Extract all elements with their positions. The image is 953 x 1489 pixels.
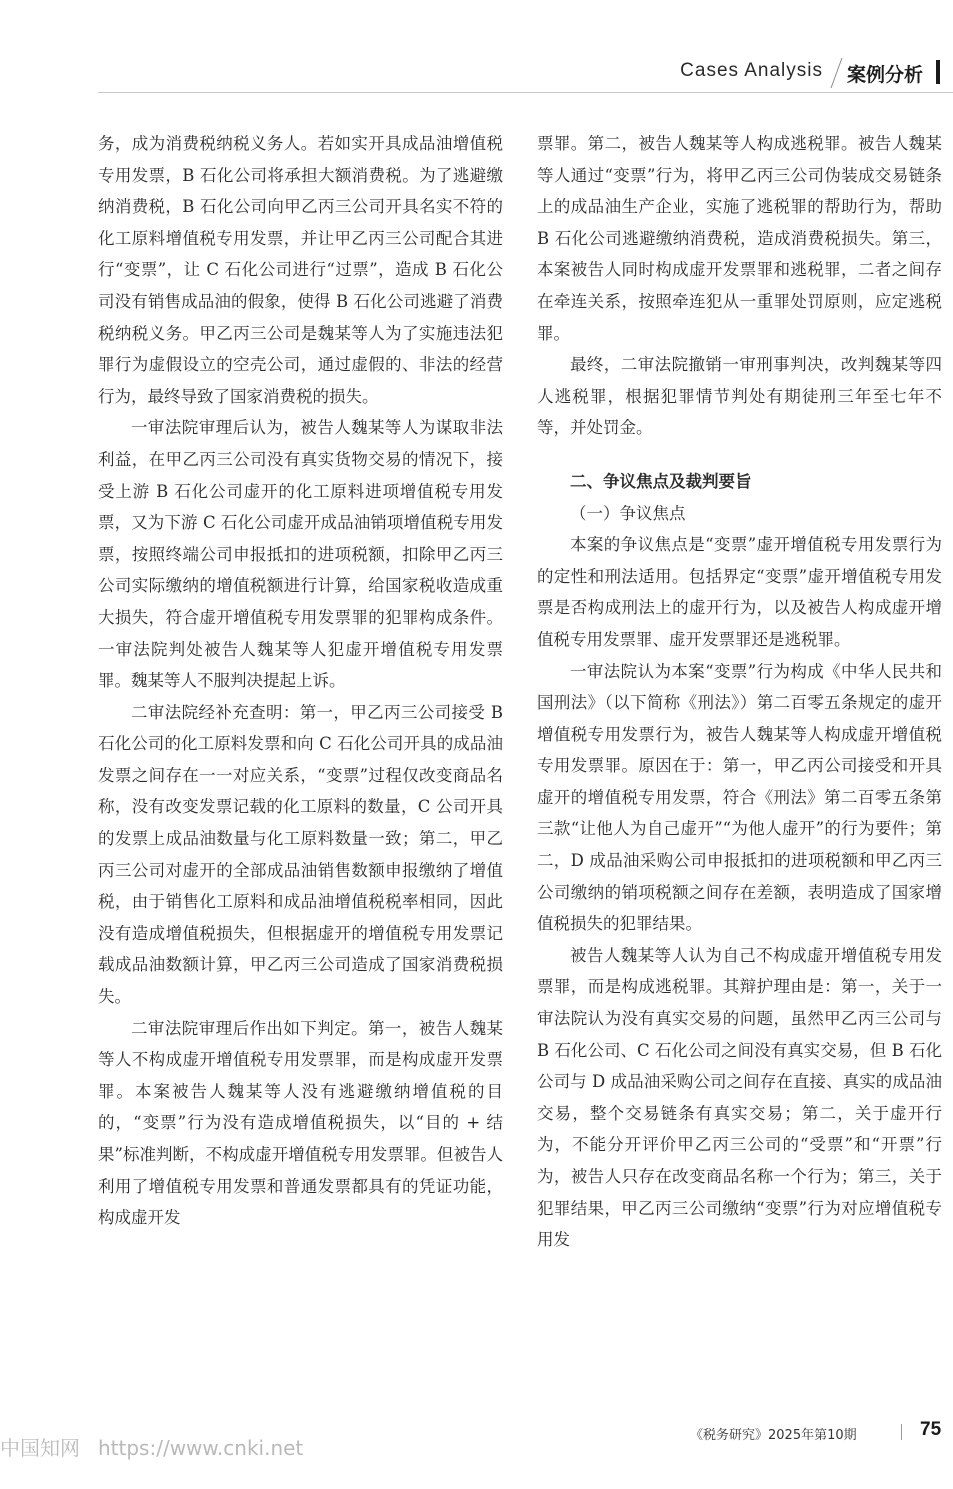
header-bar-mark (936, 60, 940, 84)
left-column (98, 128, 503, 1234)
watermark-name: 中国知网 (0, 1436, 80, 1460)
section-gap (537, 444, 942, 466)
section-name-en: Cases Analysis (680, 60, 823, 81)
section-name-cn: 案例分析 (846, 64, 923, 86)
paragraph: 被告人魏某等人认为自己不构成虚开增值税专用发票罪，而是构成逃税罪。其辩护理由是：第一，关于一审法院认为没有真实交易的问题，虽然甲乙丙三公司与 B 石化公司、C 石化公司之间没有真实交易，但 B 石化公司与 D 成品油采购公司之间存在直接、真实的成品油交易，整个交易链条有真实交易；第二，关于虚开行为，不能分开评价甲乙丙三公司的“受票”和“开票”行为，被告人只存在改变商品名称一个行为；第三，关于犯罪结果，甲乙丙三公司缴纳“变票”行为对应增值税专用发 (537, 945, 942, 1250)
paragraph: 最终，二审法院撤销一审刑事判决，改判魏某等四人逃税罪，根据犯罪情节判处有期徒刑三年至七年不等，并处罚金。 (537, 355, 942, 438)
paragraph: 务，成为消费税纳税义务人。若如实开具成品油增值税专用发票，B 石化公司将承担大额消费税。为了逃避缴纳消费税，B 石化公司向甲乙丙三公司开具名实不符的化工原料增值税专用发票，并让甲乙丙三公司配合其进行“变票”，让 C 石化公司进行“过票”，造成 B 石化公司没有销售成品油的假象，使得 B 石化公司逃避了消费税纳税义务。甲乙丙三公司是魏某等人为了实施违法犯罪行为虚假设立的空壳公司，通过虚假的、非法的经营行为，最终导致了国家消费税的损失。 (98, 134, 503, 406)
section-heading: 二、争议焦点及裁判要旨 (570, 471, 752, 491)
paragraph: 一审法院认为本案“变票”行为构成《中华人民共和国刑法》（以下简称《刑法》）第二百零五条规定的虚开增值税专用发票行为，被告人魏某等人构成虚开增值税专用发票罪。原因在于：第一，甲乙丙公司接受和开具虚开的增值税专用发票，符合《刑法》第二百零五条第三款“让他人为自己虚开”“为他人虚开”的行为要件；第二，D 成品油采购公司申报抵扣的进项税额和甲乙丙三公司缴纳的销项税额之间存在差额，表明造成了国家增值税损失的犯罪结果。 (537, 661, 942, 934)
page-number: 75 (920, 1419, 942, 1440)
right-column (537, 128, 942, 1256)
journal-citation: 《税务研究》2025年第10期 (690, 1428, 857, 1443)
watermark (0, 1432, 303, 1461)
paragraph: 本案的争议焦点是“变票”虚开增值税专用发票行为的定性和刑法适用。包括界定“变票”虚开增值税专用发票是否构成刑法上的虚开行为，以及被告人构成虚开增值税专用发票罪、虚开发票罪还是逃税罪。 (537, 535, 942, 649)
header-divider (831, 58, 843, 88)
paragraph: 二审法院审理后作出如下判定。第一，被告人魏某等人不构成虚开增值税专用发票罪，而是构成虚开发票罪。本案被告人魏某等人没有逃避缴纳增值税的目的，“变票”行为没有造成增值税损失，以“目的 + 结果”标准判断，不构成虚开增值税专用发票罪。但被告人利用了增值税专用发票和普通发票都具有的凭证功能，构成虚开发 (98, 1018, 503, 1228)
running-header (98, 58, 953, 93)
paragraph: 二审法院经补充查明：第一，甲乙丙三公司接受 B 石化公司的化工原料发票和向 C 石化公司开具的成品油发票之间存在一一对应关系，“变票”过程仅改变商品名称，没有改变发票记载的化工原料的数量，C 公司开具的发票上成品油数量与化工原料数量一致；第二，甲乙丙三公司对虚开的全部成品油销售数额申报缴纳了增值税，由于销售化工原料和成品油增值税税率相同，因此没有造成增值税损失，但根据虚开的增值税专用发票记载成品油数额计算，甲乙丙三公司造成了国家消费税损失。 (98, 702, 503, 1007)
paragraph: 一审法院审理后认为，被告人魏某等人为谋取非法利益，在甲乙丙三公司没有真实货物交易的情况下，接受上游 B 石化公司虚开的化工原料进项增值税专用发票，又为下游 C 石化公司虚开成品油销项增值税专用发票，按照终端公司申报抵扣的进项税额，扣除甲乙丙三公司实际缴纳的增值税额进行计算，给国家税收造成重大损失，符合虚开增值税专用发票罪的犯罪构成条件。一审法院判处被告人魏某等人犯虚开增值税专用发票罪。魏某等人不服判决提起上诉。 (98, 418, 503, 691)
subsection-heading: （一）争议焦点 (570, 503, 686, 523)
watermark-url: https://www.cnki.net (98, 1436, 304, 1460)
footer-divider (901, 1424, 902, 1440)
paragraph: 票罪。第二，被告人魏某等人构成逃税罪。被告人魏某等人通过“变票”行为，将甲乙丙三公司伪装成交易链条上的成品油生产企业，实施了逃税罪的帮助行为，帮助 B 石化公司逃避缴纳消费税，造成消费税损失。第三，本案被告人同时构成虚开发票罪和逃税罪，二者之间存在牵连关系，按照牵连犯从一重罪处罚原则，应定逃税罪。 (537, 134, 942, 343)
